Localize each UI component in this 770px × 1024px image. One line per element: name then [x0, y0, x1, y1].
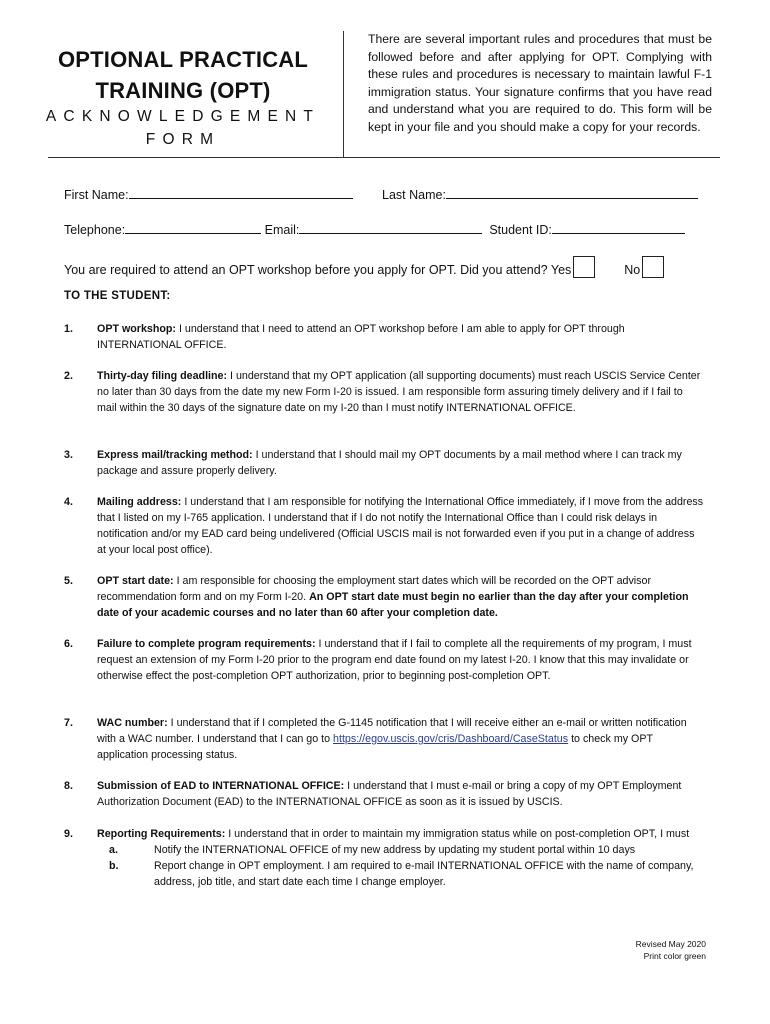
- first-name-field[interactable]: [129, 185, 353, 199]
- header-divider-horizontal: [48, 157, 720, 158]
- print-note: Print color green: [643, 951, 706, 961]
- intro-paragraph: There are several important rules and procedures that must be followed before and after applying for OPT. Complying with these rules and procedures is necessary to maintain lawful F-1 immigration status. Your signature confirms that you have read and understand what you are required to do. This form will be kept in your file and you should make a copy for your records.: [368, 32, 712, 134]
- list-item-4: 4. Mailing address: I understand that I am responsible for notifying the International Office immediately, if I move from the address that I listed on my I-765 application. I understand that if I do not notify the International Office than I could risk delays in notification and/or my EAD card being undelivered (Official USCIS mail is not forwarded even if you put in a change of address at your local post office).: [64, 496, 704, 556]
- title-line-2: TRAINING (OPT): [95, 78, 271, 103]
- first-name-label: First Name:: [64, 188, 129, 202]
- list-item-6: 6. Failure to complete program requirements: I understand that if I fail to complete all the requirements of my program, I must request an extension of my Form I-20 prior to the program end date found on my latest I-20. I know that this may invalidate or otherwise effect the post-completion OPT authorization, prior to beginning post-completion OPT.: [64, 638, 692, 682]
- email-field[interactable]: [299, 220, 482, 234]
- last-name-field[interactable]: [446, 185, 698, 199]
- header-divider-vertical: [343, 31, 344, 157]
- list-item-9: 9. Reporting Requirements: I understand that in order to maintain my immigration status while on post-completion OPT, I must a. Notify the INTERNATIONAL OFFICE of my new address by updating my student portal within 10 days b. Report change in OPT employment. I am required to e-mail INTERNATIONAL OFFICE with the name of company, address, job title, and start date each time I change employer.: [64, 826, 704, 890]
- footer-note: [636, 938, 706, 962]
- workshop-question: You are required to attend an OPT workshop before you apply for OPT. Did you attend?: [64, 263, 548, 277]
- subtitle-line-2: FORM: [145, 131, 221, 148]
- workshop-row: [64, 256, 664, 278]
- no-label: No: [624, 263, 641, 277]
- title-line-1: OPTIONAL PRACTICAL: [57, 47, 309, 72]
- sub-item-b: b. Report change in OPT employment. I am required to e-mail INTERNATIONAL OFFICE with the name of company, address, job title, and start date each time I change employer.: [109, 860, 694, 888]
- revised-date: Revised May 2020: [635, 939, 706, 949]
- list-item-1: 1. OPT workshop: I understand that I need to attend an OPT workshop before I am able to apply for OPT through INTERNATIONAL OFFICE.: [64, 323, 625, 351]
- student-id-label: Student ID:: [489, 223, 552, 237]
- contact-row: [64, 220, 685, 238]
- list-item-3: 3. Express mail/tracking method: I understand that I should mail my OPT documents by a mail method where I can track my package and assure properly delivery.: [64, 449, 682, 477]
- yes-label: Yes: [550, 263, 572, 277]
- list-item-8: 8. Submission of EAD to INTERNATIONAL OFFICE: I understand that I must e-mail or bring a copy of my OPT Employment Authorization Document (EAD) to the INTERNATIONAL OFFICE as soon as it is issued by USCIS.: [64, 780, 682, 808]
- form-title: [28, 44, 338, 106]
- telephone-label: Telephone:: [64, 223, 126, 237]
- list-item-5: 5. OPT start date: I am responsible for choosing the employment start dates which will be recorded on the OPT advisor recommendation form and on my Form I-20. An OPT start date must begin no earlier than the day after your completion date of your academic courses and no later than 60 after your completion date.: [64, 575, 689, 619]
- telephone-field[interactable]: [125, 220, 261, 234]
- last-name-row: [382, 185, 698, 203]
- list-item-2: 2. Thirty-day filing deadline: I understand that my OPT application (all supporting documents) must reach USCIS Service Center no later than 30 days from the date my new Form I-20 is issued. I am responsible form assuring timely delivery and if I fail to mail within the 30 days of the signature date on my I-20 than I must notify INTERNATIONAL OFFICE.: [64, 370, 701, 414]
- list-item-7: 7. WAC number: I understand that if I completed the G-1145 notification that I will receive either an e-mail or written notification with a WAC number. I understand that I can go to https://egov.uscis.gov/cris/Dashboard/CaseStatus to check my OPT application processing status.: [64, 717, 687, 761]
- last-name-label: Last Name:: [382, 188, 446, 202]
- to-student-heading: TO THE STUDENT:: [64, 290, 171, 302]
- subtitle-line-1: ACKNOWLEDGEMENT: [45, 108, 321, 125]
- yes-checkbox[interactable]: [573, 256, 595, 278]
- form-subtitle: [28, 105, 338, 151]
- case-status-link[interactable]: https://egov.uscis.gov/cris/Dashboard/CaseStatus: [333, 733, 569, 745]
- no-checkbox[interactable]: [642, 256, 664, 278]
- name-row: [64, 185, 353, 203]
- student-id-field[interactable]: [552, 220, 685, 234]
- sub-item-a: a. Notify the INTERNATIONAL OFFICE of my new address by updating my student portal within 10 days: [109, 844, 636, 856]
- email-label: Email:: [264, 223, 300, 237]
